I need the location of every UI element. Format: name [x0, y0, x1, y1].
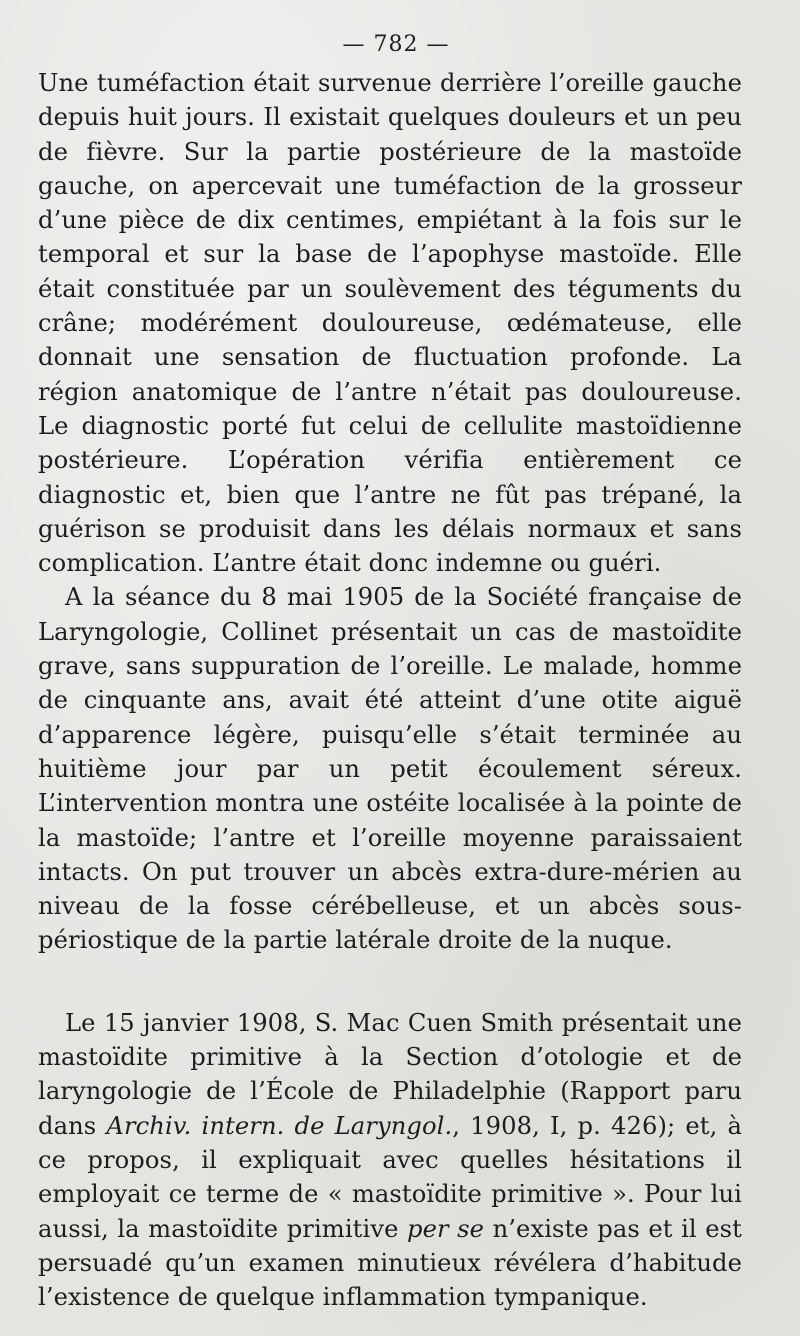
section-gap [38, 958, 742, 1006]
page-number: — 782 — [342, 32, 450, 57]
paragraph-3-text-c: n’existe pas et il est persuadé qu’un examen minutieux révélera d’habitude l’existence de quelque inflammation tympanique. [38, 1214, 743, 1312]
paragraph-1: Une tuméfaction était survenue derrière l’oreille gauche depuis huit jours. Il existait quelques douleurs et un peu de fièvre. Sur la partie postérieure de la mastoïde gauche, on apercevait une tuméfaction de la grosseur d’une pièce de dix centimes, empiétant à la fois sur le temporal et sur la base de l’apophyse mastoïde. Elle était constituée par un soulèvement des téguments du crâne; modérément douloureuse, œdémateuse, elle donnait une sensation de fluctuation profonde. La région anatomique de l’antre n’était pas douloureuse. Le diagnostic porté fut celui de cellulite mastoïdienne postérieure. L’opération vérifia entièrement ce diagnostic et, bien que l’antre ne fût pas trépané, la guérison se produisit dans les délais normaux et sans complication. L’antre était donc indemne ou guéri. [38, 69, 742, 578]
paragraph-3-text-a: Le 15 janvier 1908, S. Mac Cuen Smith présentait une mastoïdite primitive à la Section d’otologie et de laryngologie de l’École de Philadelphie (Rapport paru dans [38, 1008, 742, 1140]
paragraph-2: A la séance du 8 mai 1905 de la Société française de Laryngologie, Collinet présentait un cas de mastoïdite grave, sans suppuration de l’oreille. Le malade, homme de cinquante ans, avait été atteint d’une otite aiguë d’apparence légère, puisqu’elle s’était terminée au huitième jour par un petit écoulement séreux. L’intervention montra une ostéite localisée à la pointe de la mastoïde; l’antre et l’oreille moyenne paraissaient intacts. On put trouver un abcès extra-dure-mérien au niveau de la fosse cérébelleuse, et un abcès sous-périostique de la partie latérale droite de la nuque. [38, 583, 742, 955]
latin-phrase: per se [407, 1214, 485, 1243]
paragraph-3-text-b: , 1908, I, p. 426); et, à ce propos, il expliquait avec quelles hésitations il employait ce terme de « mastoïdite primitive ». Pour lui aussi, la mastoïdite primitive [38, 1111, 742, 1243]
journal-title: Archiv. intern. de Laryngol. [106, 1111, 453, 1140]
paragraph-3 [38, 1006, 742, 1315]
